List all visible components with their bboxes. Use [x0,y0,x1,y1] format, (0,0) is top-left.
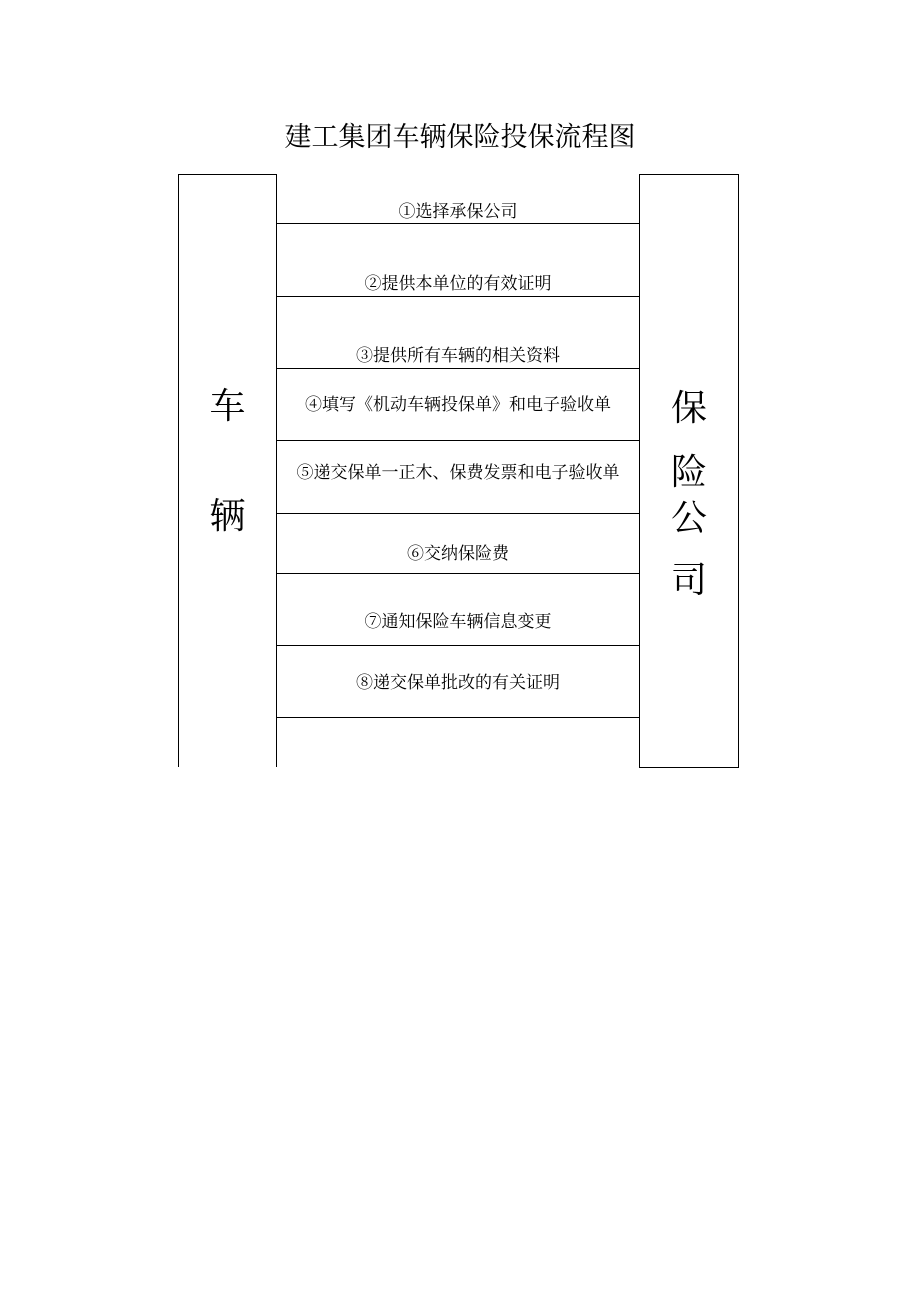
step-5-label: ⑤递交保单一正木、保费发票和电子验收单 [296,463,620,483]
step-7-label: ⑦通知保险车辆信息变更 [364,612,552,632]
step-8-label: ⑧递交保单批改的有关证明 [356,673,560,693]
step-1-label: ①选择承保公司 [398,202,518,222]
step-divider [277,223,639,224]
vehicle-party-char-1: 车 [209,386,246,427]
step-divider [277,645,639,646]
step-divider [277,296,639,297]
insurer-party-box [639,174,739,768]
vehicle-party-box [178,174,277,767]
step-divider [277,717,639,718]
step-6-label: ⑥交纳保险费 [407,544,509,564]
step-2-label: ②提供本单位的有效证明 [364,274,552,294]
insurer-party-char-2: 险 [670,452,707,493]
step-4-label: ④填写《机动车辆投保单》和电子验收单 [305,395,611,415]
vehicle-party-char-2: 辆 [209,496,246,537]
diagram-title: 建工集团车辆保险投保流程图 [284,122,636,153]
insurer-party-char-1: 保 [670,388,707,429]
step-divider [277,368,639,369]
step-divider [277,573,639,574]
step-divider [277,513,639,514]
insurer-party-char-3: 公 [670,498,707,539]
insurer-party-char-4: 司 [670,560,707,601]
step-3-label: ③提供所有车辆的相关资料 [356,346,560,366]
step-divider [277,440,639,441]
